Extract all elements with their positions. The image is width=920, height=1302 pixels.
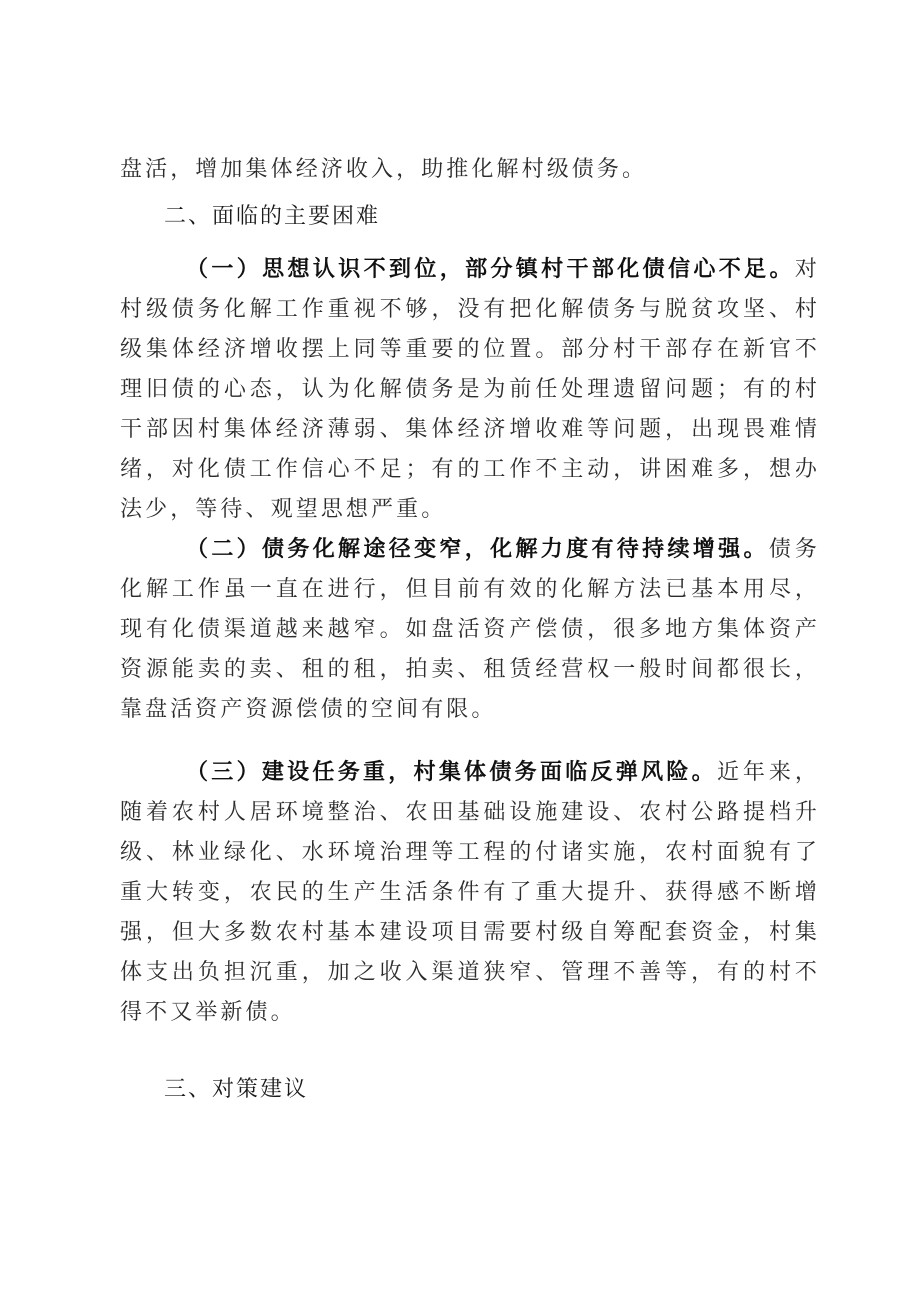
section-heading-recommendations: 三、对策建议: [164, 1077, 309, 1102]
paragraph-ideology-lead: （一）思想认识不到位，部分镇村干部化债信心不足。: [186, 257, 795, 282]
paragraph-channels: [120, 530, 820, 730]
paragraph-construction-body: 近年来，随着农村人居环境整治、农田基础设施建设、农村公路提档升级、林业绿化、水环境治理等工程的付诸实施，农村面貌有了重大转变，农民的生产生活条件有了重大提升、获得感不断增强，但大多数农村基本建设项目需要村级自筹配套资金，村集体支出负担沉重，加之收入渠道狭窄、管理不善等，有的村不得不又举新债。: [120, 760, 821, 1025]
continuation-paragraph: 盘活，增加集体经济收入，助推化解村级债务。: [120, 157, 648, 182]
paragraph-channels-lead: （二）债务化解途径变窄，化解力度有待持续增强。: [186, 537, 769, 562]
paragraph-ideology-body: 对村级债务化解工作重视不够，没有把化解债务与脱贫攻坚、村级集体经济增收摆上同等重要的位置。部分村干部存在新官不理旧债的心态，认为化解债务是为前任处理遗留问题；有的村干部因村集体经济薄弱、集体经济增收难等问题，出现畏难情绪，对化债工作信心不足；有的工作不主动，讲困难多，想办法少，等待、观望思想严重。: [120, 257, 820, 522]
paragraph-ideology: [120, 250, 820, 530]
paragraph-construction-lead: （三）建设任务重，村集体债务面临反弹风险。: [186, 760, 717, 785]
paragraph-construction: [120, 753, 820, 1033]
section-heading-difficulties: 二、面临的主要困难: [164, 204, 381, 229]
paragraph-channels-body: 债务化解工作虽一直在进行，但目前有效的化解方法已基本用尽，现有化债渠道越来越窄。如盘活资产偿债，很多地方集体资产资源能卖的卖、租的租，拍卖、租赁经营权一般时间都很长，靠盘活资产资源偿债的空间有限。: [120, 537, 821, 722]
